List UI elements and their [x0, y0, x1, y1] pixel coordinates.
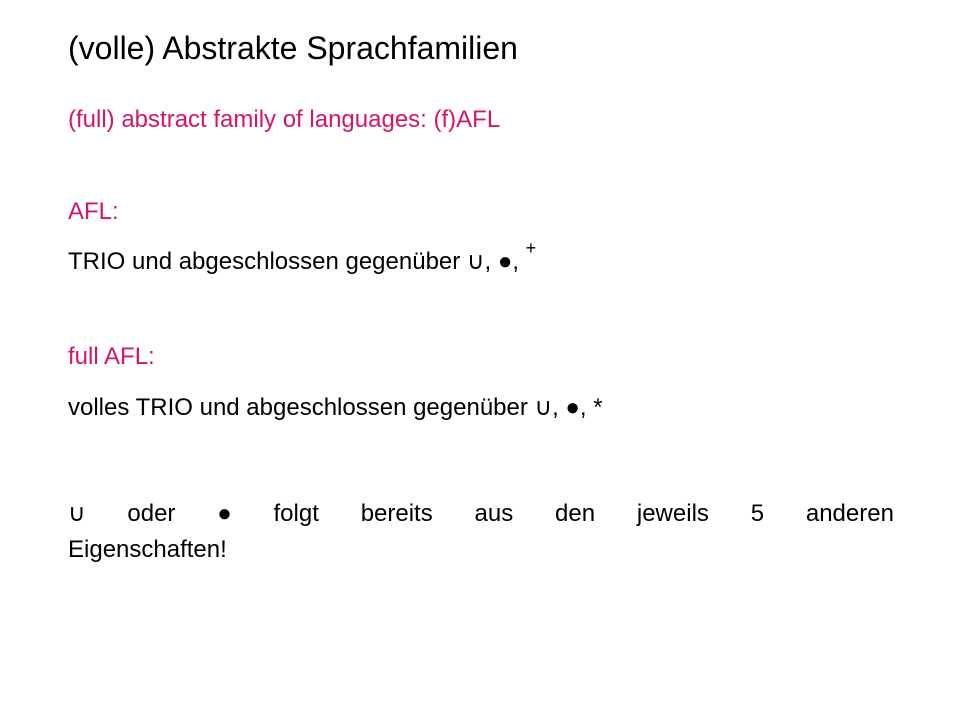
afl-definition — [68, 238, 537, 275]
afl-definition-text: TRIO und abgeschlossen gegenüber ∪, ●, — [68, 248, 526, 275]
slide-subtitle: (full) abstract family of languages: (f)AFL — [68, 106, 501, 133]
dot-symbol: ● — [217, 500, 232, 527]
note-word: den — [555, 500, 596, 527]
note-second-line: Eigenschaften! — [68, 536, 227, 563]
note-word: anderen — [805, 500, 894, 527]
note-word: 5 — [750, 500, 765, 527]
note-word: oder — [127, 500, 176, 527]
full-afl-heading: full AFL: — [68, 343, 155, 370]
note-paragraph — [68, 496, 894, 568]
note-word: folgt — [273, 500, 319, 527]
union-symbol: ∪ — [68, 500, 86, 527]
note-word: jeweils — [636, 500, 709, 527]
note-first-line — [68, 496, 894, 532]
full-afl-definition: volles TRIO und abgeschlossen gegenüber ∪, ●, * — [68, 394, 603, 421]
plus-superscript: + — [525, 238, 537, 258]
note-word: aus — [474, 500, 514, 527]
note-word: bereits — [360, 500, 433, 527]
afl-heading: AFL: — [68, 198, 119, 225]
slide-title: (volle) Abstrakte Sprachfamilien — [68, 30, 518, 66]
